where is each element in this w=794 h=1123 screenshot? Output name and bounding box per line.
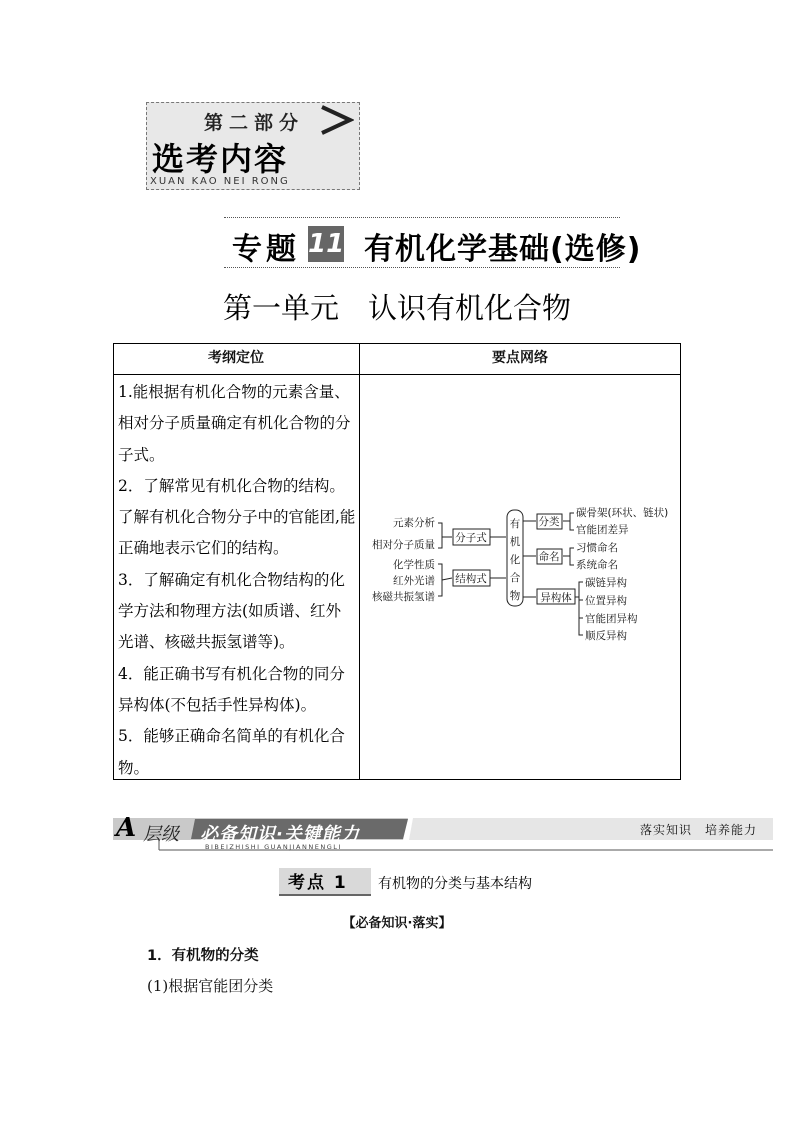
network-center-char: 化: [509, 554, 521, 566]
kaodian-title: 有机物的分类与基本结构: [378, 876, 532, 892]
network-leaf-label: 系统命名: [576, 559, 618, 571]
requirements-list: [118, 377, 356, 784]
network-leaf-label: 顺反异构: [585, 630, 627, 642]
network-input-label: 元素分析: [393, 517, 435, 529]
kaodian-label: 考点 1: [288, 873, 348, 893]
topic-number-badge: 11: [308, 226, 344, 262]
network-center-char: 机: [509, 536, 521, 548]
topic-title: 有机化学基础(选修): [364, 232, 642, 267]
level-slogan: 落实知识 培养能力: [640, 823, 758, 837]
level-title: 必备知识·关键能力: [200, 824, 360, 845]
topic-divider-top: [224, 217, 620, 218]
network-center-char: 物: [509, 590, 521, 602]
section-title: 【必备知识·落实】: [342, 916, 452, 931]
network-leaf-label: 碳骨架(环状、链状): [576, 507, 669, 519]
network-center-char: 合: [509, 572, 521, 584]
network-input-label: 化学性质: [393, 559, 435, 571]
table-header-divider: [113, 374, 681, 375]
unit-title: 第一单元 认识有机化合物: [222, 291, 571, 325]
topic-prefix: 专题: [232, 232, 300, 267]
level-word: 层级: [143, 824, 179, 845]
network-formula-box: 分子式: [455, 532, 487, 544]
network-leaf-label: 官能团异构: [585, 613, 638, 625]
heading-classification: 1．有机物的分类: [147, 948, 259, 964]
part-title: 选考内容: [152, 140, 289, 178]
network-branch-label: 异构体: [540, 592, 572, 604]
part-label: 第二部分: [204, 112, 305, 134]
network-formula-box: 结构式: [455, 573, 487, 585]
requirement-item: 5．能够正确命名简单的有机化合物。: [118, 727, 345, 777]
requirement-item: 4．能正确书写有机化合物的同分异构体(不包括手性异构体)。: [118, 664, 345, 714]
network-input-label: 核磁共振氢谱: [372, 591, 435, 603]
topic-divider-bottom: [224, 267, 620, 268]
network-leaf-label: 官能团差异: [576, 524, 629, 536]
chevron-right-icon: [318, 104, 354, 136]
requirement-item: 1.能根据有机化合物的元素含量、相对分子质量确定有机化合物的分子式。: [118, 383, 351, 464]
part-pinyin: XUAN KAO NEI RONG: [150, 176, 290, 187]
network-branch-label: 分类: [538, 516, 560, 528]
level-letter: A: [116, 813, 137, 843]
network-input-label: 相对分子质量: [372, 539, 435, 551]
requirement-item: 3．了解确定有机化合物结构的化学方法和物理方法(如质谱、红外光谱、核磁共振氢谱等)。: [118, 570, 345, 652]
table-header-syllabus: 考纲定位: [208, 350, 264, 366]
network-branch-label: 命名: [538, 551, 560, 563]
level-pinyin: BIBEIZHISHI GUANJIANNENGLI: [205, 843, 342, 851]
network-center-char: 有: [509, 518, 521, 530]
requirement-item: 2．了解常见有机化合物的结构。了解有机化合物分子中的官能团,能正确地表示它们的结构。: [118, 476, 356, 558]
network-leaf-label: 位置异构: [585, 595, 627, 607]
network-input-label: 红外光谱: [393, 575, 435, 587]
network-leaf-label: 碳链异构: [585, 577, 627, 589]
table-header-network: 要点网络: [492, 350, 548, 366]
network-leaf-label: 习惯命名: [576, 542, 618, 554]
concept-network-diagram: [360, 495, 680, 650]
subheading-functional-group: (1)根据官能团分类: [147, 977, 274, 995]
